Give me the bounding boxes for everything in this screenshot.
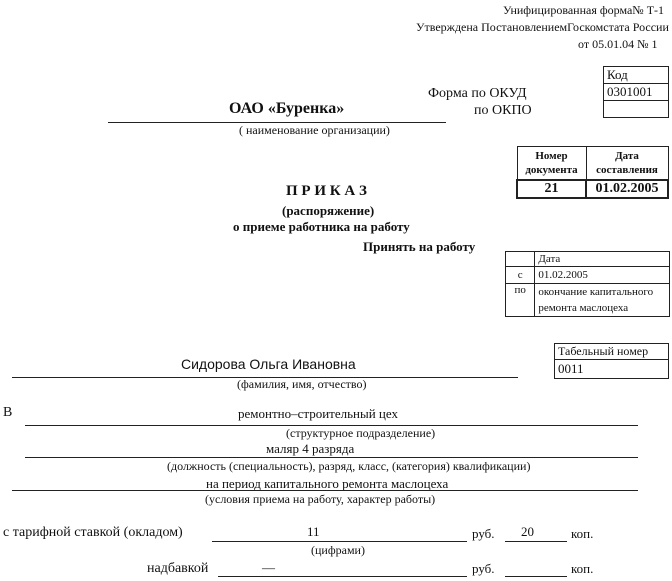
allowance-kop-underline — [505, 576, 567, 577]
okpo-label: по ОКПО — [474, 103, 532, 118]
form-header-line1: Унифицированная форма№ Т-1 — [503, 3, 665, 17]
salary-rub-label: руб. — [472, 526, 495, 541]
form-header-line3: от 05.01.04 № 1 — [578, 37, 658, 51]
okud-value: 0301001 — [604, 84, 669, 101]
hire-date-header: Дата — [535, 252, 670, 267]
salary-kop-value: 20 — [521, 524, 534, 539]
employee-caption: (фамилия, имя, отчество) — [237, 377, 367, 391]
organization-name: ОАО «Буренка» — [229, 100, 345, 117]
allowance-label: надбавкой — [147, 561, 209, 576]
employee-name: Сидорова Ольга Ивановна — [181, 356, 356, 372]
salary-rub-value: 11 — [307, 524, 320, 539]
okpo-value — [604, 101, 669, 118]
salary-label: с тарифной ставкой (окладом) — [3, 525, 183, 540]
allowance-rub-underline — [218, 576, 467, 577]
hire-dates-table — [505, 251, 670, 317]
doc-date-header: Дата составления — [586, 147, 668, 181]
conditions-value: на период капитального ремонта маслоцеха — [206, 476, 449, 491]
codes-header: Код — [604, 67, 669, 84]
order-subtitle: (распоряжение) — [282, 203, 375, 218]
organization-caption: ( наименование организации) — [239, 123, 390, 137]
salary-caption: (цифрами) — [311, 543, 365, 557]
form-header-line2: Утверждена ПостановлениемГоскомстата России — [416, 20, 669, 34]
order-title: П Р И К А З — [286, 183, 367, 199]
order-description: о приеме работника на работу — [233, 219, 410, 234]
allowance-rub-value: — — [262, 560, 275, 575]
doc-number-table — [516, 146, 669, 199]
position-caption: (должность (специальность), разряд, класс, (категория) квалификации) — [167, 459, 531, 473]
department-prefix: В — [3, 405, 13, 420]
salary-kop-label: коп. — [571, 526, 594, 541]
hire-to-value: окончание капитального ремонта маслоцеха — [535, 284, 670, 317]
doc-date-value: 01.02.2005 — [586, 180, 668, 198]
tab-number-table — [554, 343, 669, 379]
department-caption: (структурное подразделение) — [286, 426, 436, 440]
hire-from-label: с — [506, 267, 535, 284]
conditions-underline — [12, 490, 638, 491]
salary-kop-underline — [505, 541, 567, 542]
allowance-kop-label: коп. — [571, 561, 594, 576]
codes-table — [603, 66, 669, 118]
hire-from-value: 01.02.2005 — [535, 267, 670, 284]
allowance-rub-label: руб. — [472, 561, 495, 576]
tab-number-value: 0011 — [555, 360, 669, 379]
hire-label: Принять на работу — [363, 239, 476, 254]
doc-number-header: Номер документа — [517, 147, 586, 181]
hire-to-label: по — [506, 284, 535, 317]
position-underline — [25, 457, 638, 458]
okud-label: Форма по ОКУД — [428, 86, 527, 101]
salary-rub-underline — [212, 541, 467, 542]
doc-number-value: 21 — [517, 180, 586, 198]
position-value: маляр 4 разряда — [266, 441, 355, 456]
department-value: ремонтно–строительный цех — [238, 406, 398, 421]
tab-number-label: Табельный номер — [555, 344, 669, 360]
conditions-caption: (условия приема на работу, характер работы) — [205, 492, 436, 506]
